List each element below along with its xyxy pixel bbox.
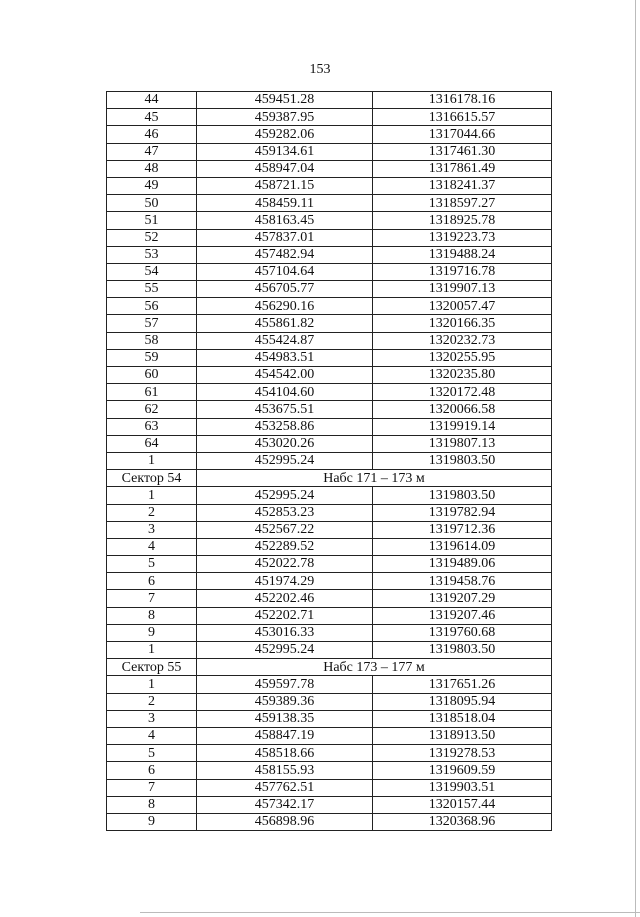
y-coordinate: 1319803.50 [373, 642, 552, 659]
table-row [107, 332, 552, 349]
table-row [107, 126, 552, 143]
point-number: 58 [107, 332, 197, 349]
point-number: 53 [107, 246, 197, 263]
x-coordinate: 458163.45 [197, 212, 373, 229]
y-coordinate: 1319207.46 [373, 607, 552, 624]
table-row [107, 418, 552, 435]
y-coordinate: 1318095.94 [373, 693, 552, 710]
y-coordinate: 1317861.49 [373, 160, 552, 177]
x-coordinate: 456290.16 [197, 298, 373, 315]
point-number: 50 [107, 195, 197, 212]
page-number: 153 [309, 62, 331, 77]
point-number: 5 [107, 745, 197, 762]
y-coordinate: 1319716.78 [373, 263, 552, 280]
table-row [107, 212, 552, 229]
table-row [107, 435, 552, 452]
x-coordinate: 452853.23 [197, 504, 373, 521]
y-coordinate: 1319712.36 [373, 521, 552, 538]
x-coordinate: 457342.17 [197, 796, 373, 813]
point-number: 59 [107, 349, 197, 366]
point-number: 8 [107, 796, 197, 813]
y-coordinate: 1318241.37 [373, 177, 552, 194]
table-row [107, 177, 552, 194]
table-row [107, 263, 552, 280]
table-row [107, 143, 552, 160]
y-coordinate: 1316178.16 [373, 92, 552, 109]
table-row [107, 779, 552, 796]
x-coordinate: 456898.96 [197, 813, 373, 830]
y-coordinate: 1319919.14 [373, 418, 552, 435]
table-row [107, 521, 552, 538]
table-row [107, 487, 552, 504]
x-coordinate: 458721.15 [197, 177, 373, 194]
x-coordinate: 459451.28 [197, 92, 373, 109]
x-coordinate: 457104.64 [197, 263, 373, 280]
x-coordinate: 454983.51 [197, 349, 373, 366]
point-number: 62 [107, 401, 197, 418]
elevation-range: Набс 171 – 173 м [197, 470, 552, 487]
y-coordinate: 1316615.57 [373, 109, 552, 126]
x-coordinate: 459138.35 [197, 710, 373, 727]
scan-edge-mark [635, 0, 636, 917]
point-number: 61 [107, 384, 197, 401]
y-coordinate: 1319223.73 [373, 229, 552, 246]
x-coordinate: 452567.22 [197, 521, 373, 538]
table-row [107, 693, 552, 710]
point-number: 1 [107, 676, 197, 693]
point-number: 7 [107, 590, 197, 607]
x-coordinate: 451974.29 [197, 573, 373, 590]
x-coordinate: 452995.24 [197, 487, 373, 504]
x-coordinate: 452995.24 [197, 642, 373, 659]
y-coordinate: 1317044.66 [373, 126, 552, 143]
table-row [107, 710, 552, 727]
point-number: 57 [107, 315, 197, 332]
x-coordinate: 455424.87 [197, 332, 373, 349]
table-row [107, 452, 552, 469]
point-number: 1 [107, 642, 197, 659]
x-coordinate: 458518.66 [197, 745, 373, 762]
point-number: 3 [107, 521, 197, 538]
y-coordinate: 1320166.35 [373, 315, 552, 332]
x-coordinate: 454542.00 [197, 367, 373, 384]
sector-label: Сектор 55 [107, 659, 197, 676]
y-coordinate: 1319907.13 [373, 281, 552, 298]
x-coordinate: 452995.24 [197, 452, 373, 469]
table-row [107, 538, 552, 555]
y-coordinate: 1320157.44 [373, 796, 552, 813]
table-row [107, 727, 552, 744]
table-row [107, 401, 552, 418]
scan-edge-mark [140, 912, 640, 913]
table-row [107, 367, 552, 384]
y-coordinate: 1319489.06 [373, 556, 552, 573]
y-coordinate: 1320172.48 [373, 384, 552, 401]
x-coordinate: 459597.78 [197, 676, 373, 693]
point-number: 9 [107, 813, 197, 830]
x-coordinate: 452202.46 [197, 590, 373, 607]
point-number: 8 [107, 607, 197, 624]
x-coordinate: 458947.04 [197, 160, 373, 177]
point-number: 60 [107, 367, 197, 384]
point-number: 56 [107, 298, 197, 315]
table-row [107, 624, 552, 641]
table-row [107, 556, 552, 573]
y-coordinate: 1319803.50 [373, 452, 552, 469]
point-number: 52 [107, 229, 197, 246]
x-coordinate: 453675.51 [197, 401, 373, 418]
x-coordinate: 457482.94 [197, 246, 373, 263]
x-coordinate: 458847.19 [197, 727, 373, 744]
x-coordinate: 458459.11 [197, 195, 373, 212]
table-row [107, 315, 552, 332]
point-number: 6 [107, 573, 197, 590]
point-number: 2 [107, 504, 197, 521]
sector-header-row [107, 470, 552, 487]
point-number: 47 [107, 143, 197, 160]
y-coordinate: 1319488.24 [373, 246, 552, 263]
point-number: 48 [107, 160, 197, 177]
x-coordinate: 458155.93 [197, 762, 373, 779]
coordinates-table [106, 91, 552, 831]
y-coordinate: 1320235.80 [373, 367, 552, 384]
table-row [107, 676, 552, 693]
point-number: 4 [107, 727, 197, 744]
table-row [107, 590, 552, 607]
x-coordinate: 459282.06 [197, 126, 373, 143]
y-coordinate: 1319760.68 [373, 624, 552, 641]
y-coordinate: 1317461.30 [373, 143, 552, 160]
table-row [107, 160, 552, 177]
y-coordinate: 1320057.47 [373, 298, 552, 315]
point-number: 4 [107, 538, 197, 555]
y-coordinate: 1319458.76 [373, 573, 552, 590]
y-coordinate: 1317651.26 [373, 676, 552, 693]
y-coordinate: 1320368.96 [373, 813, 552, 830]
y-coordinate: 1319807.13 [373, 435, 552, 452]
x-coordinate: 459134.61 [197, 143, 373, 160]
x-coordinate: 456705.77 [197, 281, 373, 298]
point-number: 3 [107, 710, 197, 727]
y-coordinate: 1319803.50 [373, 487, 552, 504]
sector-header-row [107, 659, 552, 676]
y-coordinate: 1319207.29 [373, 590, 552, 607]
point-number: 55 [107, 281, 197, 298]
x-coordinate: 454104.60 [197, 384, 373, 401]
x-coordinate: 457837.01 [197, 229, 373, 246]
point-number: 9 [107, 624, 197, 641]
point-number: 64 [107, 435, 197, 452]
table-row [107, 796, 552, 813]
table-row [107, 229, 552, 246]
coordinates-table-body [107, 92, 552, 831]
x-coordinate: 453020.26 [197, 435, 373, 452]
table-row [107, 504, 552, 521]
point-number: 1 [107, 452, 197, 469]
x-coordinate: 453258.86 [197, 418, 373, 435]
table-row [107, 195, 552, 212]
point-number: 63 [107, 418, 197, 435]
y-coordinate: 1319609.59 [373, 762, 552, 779]
y-coordinate: 1318913.50 [373, 727, 552, 744]
table-row [107, 762, 552, 779]
table-row [107, 246, 552, 263]
sector-label: Сектор 54 [107, 470, 197, 487]
table-row [107, 349, 552, 366]
table-row [107, 281, 552, 298]
y-coordinate: 1318597.27 [373, 195, 552, 212]
point-number: 6 [107, 762, 197, 779]
y-coordinate: 1320255.95 [373, 349, 552, 366]
point-number: 51 [107, 212, 197, 229]
y-coordinate: 1320066.58 [373, 401, 552, 418]
x-coordinate: 455861.82 [197, 315, 373, 332]
table-row [107, 745, 552, 762]
y-coordinate: 1319903.51 [373, 779, 552, 796]
elevation-range: Набс 173 – 177 м [197, 659, 552, 676]
point-number: 1 [107, 487, 197, 504]
point-number: 5 [107, 556, 197, 573]
table-row [107, 813, 552, 830]
y-coordinate: 1320232.73 [373, 332, 552, 349]
point-number: 49 [107, 177, 197, 194]
point-number: 7 [107, 779, 197, 796]
x-coordinate: 453016.33 [197, 624, 373, 641]
table-row [107, 642, 552, 659]
x-coordinate: 459389.36 [197, 693, 373, 710]
y-coordinate: 1318925.78 [373, 212, 552, 229]
table-row [107, 298, 552, 315]
point-number: 45 [107, 109, 197, 126]
table-row [107, 384, 552, 401]
point-number: 2 [107, 693, 197, 710]
x-coordinate: 452289.52 [197, 538, 373, 555]
table-row [107, 92, 552, 109]
point-number: 46 [107, 126, 197, 143]
x-coordinate: 452022.78 [197, 556, 373, 573]
point-number: 54 [107, 263, 197, 280]
y-coordinate: 1319278.53 [373, 745, 552, 762]
table-row [107, 573, 552, 590]
y-coordinate: 1318518.04 [373, 710, 552, 727]
y-coordinate: 1319782.94 [373, 504, 552, 521]
y-coordinate: 1319614.09 [373, 538, 552, 555]
point-number: 44 [107, 92, 197, 109]
x-coordinate: 459387.95 [197, 109, 373, 126]
x-coordinate: 452202.71 [197, 607, 373, 624]
x-coordinate: 457762.51 [197, 779, 373, 796]
table-row [107, 607, 552, 624]
table-row [107, 109, 552, 126]
